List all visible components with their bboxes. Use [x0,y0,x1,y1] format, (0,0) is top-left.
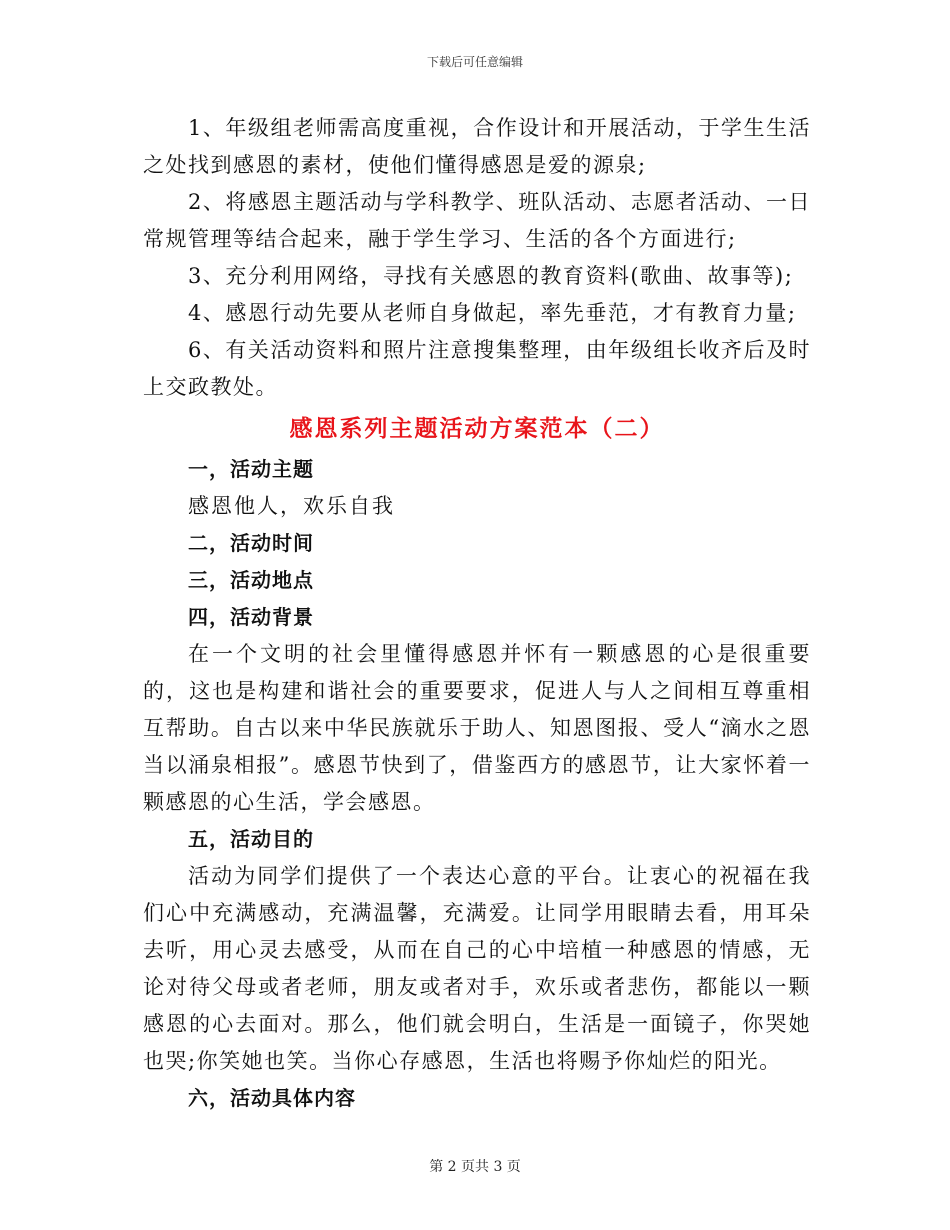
list-item: 4、感恩行动先要从老师自身做起，率先垂范，才有教育力量; [188,301,797,325]
list-item: 2、将感恩主题活动与学科教学、班队活动、志愿者活动、一日常规管理等结合起来，融于学生学习、生活的各个方面进行; [143,190,811,251]
list-item: 6、有关活动资料和照片注意搜集整理，由年级组长收齐后及时上交政教处。 [143,338,811,399]
list-item: 3、充分利用网络，寻找有关感恩的教育资料(歌曲、故事等); [188,264,794,288]
theme-text: 感恩他人，欢乐自我 [188,494,395,518]
purpose-paragraph: 活动为同学们提供了一个表达心意的平台。让衷心的祝福在我们心中充满感动，充满温馨，充满爱。让同学用眼睛去看，用耳朵去听，用心灵去感受，从而在自己的心中培植一种感恩的情感，无论对待父母或者老师，朋友或者对手，欢乐或者悲伤，都能以一颗感恩的心去面对。那么，他们就会明白，生活是一面镜子，你哭她也哭;你笑她也笑。当你心存感恩，生活也将赐予你灿烂的阳光。 [143,864,811,1073]
section-heading-location: 三，活动地点 [188,568,314,592]
section-heading-time: 二，活动时间 [188,531,314,555]
section-heading-theme: 一，活动主题 [188,457,314,481]
page-header: 下载后可任意编辑 [426,55,523,69]
document-body [143,110,811,1117]
section-heading-content: 六，活动具体内容 [188,1086,356,1110]
list-item: 1、年级组老师需高度重视，合作设计和开展活动，于学生生活之处找到感恩的素材，使他们懂得感恩是爱的源泉; [143,116,811,177]
page-footer: 第 2 页共 3 页 [429,1159,521,1175]
background-paragraph: 在一个文明的社会里懂得感恩并怀有一颗感恩的心是很重要的，这也是构建和谐社会的重要要求，促进人与人之间相互尊重相互帮助。自古以来中华民族就乐于助人、知恩图报、受人“滴水之恩当以涌泉相报”。感恩节快到了，借鉴西方的感恩节，让大家怀着一颗感恩的心生活，学会感恩。 [143,642,811,814]
section-heading-background: 四，活动背景 [188,605,314,629]
section-heading-purpose: 五，活动目的 [188,827,314,851]
document-title: 感恩系列主题活动方案范本（二） [289,416,665,442]
